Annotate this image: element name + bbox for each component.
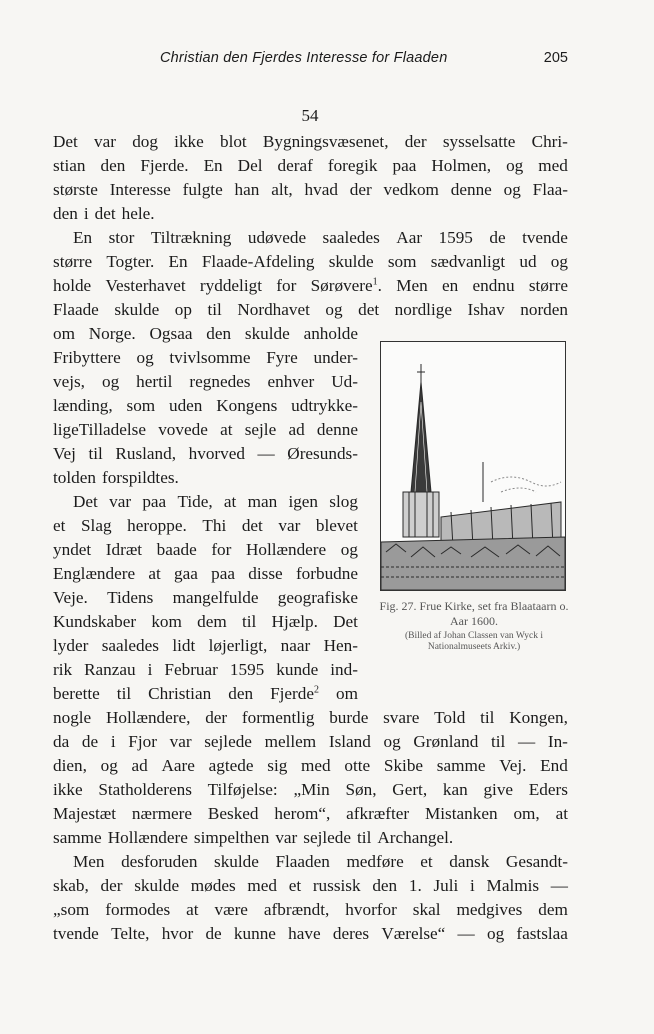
text-line: tvende Telte, hvor de kunne have deres Værelse“ — og fastslaa [53, 924, 568, 943]
text-line: „som formodes at være afbrændt, hvorfor skal medgives dem [53, 900, 568, 919]
figure-credit: (Billed af Johan Classen van Wyck i Nationalmuseets Arkiv.) [404, 631, 544, 652]
text-line: Det var paa Tide, at man igen slog [73, 492, 358, 511]
text-line: Men desforuden skulde Flaaden medføre et dansk Gesandt- [73, 852, 568, 871]
text-line: skab, der skulde mødes med et russisk den 1. Juli i Malmis — [53, 876, 568, 895]
text-line: lyder saaledes lidt løjerligt, naar Hen- [53, 636, 358, 655]
church-spire-drawing [381, 342, 565, 590]
text-line: Vej til Rusland, hvorved — Øresunds- [53, 444, 358, 463]
text-line: største Interesse fulgte han alt, hvad der vedkom denne og Flaa- [53, 180, 568, 199]
text-line: lænding, som uden Kongens udtrykke- [53, 396, 358, 415]
text-line: Flaade skulde op til Nordhavet og det nordlige Ishav norden [53, 300, 568, 319]
text-line: berette til Christian den Fjerde$^2$ om [53, 684, 358, 703]
running-title: Christian den Fjerdes Interesse for Flaaden [160, 50, 448, 66]
text-line: tolden forspildtes. [53, 468, 179, 487]
figure-caption: Fig. 27. Frue Kirke, set fra Blaataarn o. Aar 1600. [379, 599, 569, 628]
text-line: Fribyttere og tvivlsomme Fyre under- [53, 348, 358, 367]
text-line: ligeTilladelse vovede at sejle ad denne [53, 420, 358, 439]
text-line: den i det hele. [53, 204, 155, 223]
text-line: om Norge. Ogsaa den skulde anholde [53, 324, 358, 343]
text-line: ikke Statholderens Tilføjelse: „Min Søn, Gert, kan give Eders [53, 780, 568, 799]
text-line: nogle Hollændere, der formentlig burde svare Told til Kongen, [53, 708, 568, 727]
text-line: Kundskaber kom dem til Hjælp. Det [53, 612, 358, 631]
running-header [160, 50, 568, 72]
page-number: 205 [543, 50, 568, 66]
text-line: holde Vesterhavet ryddeligt for Sørøvere$^1$. Men en endnu større [53, 276, 568, 295]
text-line: yndet Idræt baade for Hollændere og [53, 540, 358, 559]
figure-church-illustration [380, 341, 566, 591]
text-line: En stor Tiltrækning udøvede saaledes Aar 1595 de tvende [73, 228, 568, 247]
text-line: Det var dog ikke blot Bygningsvæsenet, der sysselsatte Chri- [53, 132, 568, 151]
text-line: Englændere at gaa paa disse forbudne [53, 564, 358, 583]
text-line: rik Ranzau i Februar 1595 kunde ind- [53, 660, 358, 679]
text-line: samme Hollændere simpelthen var sejlede til Archangel. [53, 828, 454, 847]
text-line: større Togter. En Flaade-Afdeling skulde som sædvanligt ud og [53, 252, 568, 271]
section-number: 54 [301, 106, 319, 125]
text-line: Majestæt nærmere Besked herom“, afkræfter Mistanken om, at [53, 804, 568, 823]
text-line: stian den Fjerde. En Del deraf foregik paa Holmen, og med [53, 156, 568, 175]
text-line: dien, og ad Aare agtede sig med otte Skibe samme Vej. End [53, 756, 568, 775]
text-line: da de i Fjor var sejlede mellem Island og Grønland til — In- [53, 732, 568, 751]
text-line: et Slag heroppe. Thi det var blevet [53, 516, 358, 535]
text-line: vejs, og hertil regnedes enhver Ud- [53, 372, 358, 391]
footnote-marker: 1 [372, 276, 378, 288]
text-line: Veje. Tidens mangelfulde geografiske [53, 588, 358, 607]
footnote-marker: 2 [314, 684, 319, 696]
